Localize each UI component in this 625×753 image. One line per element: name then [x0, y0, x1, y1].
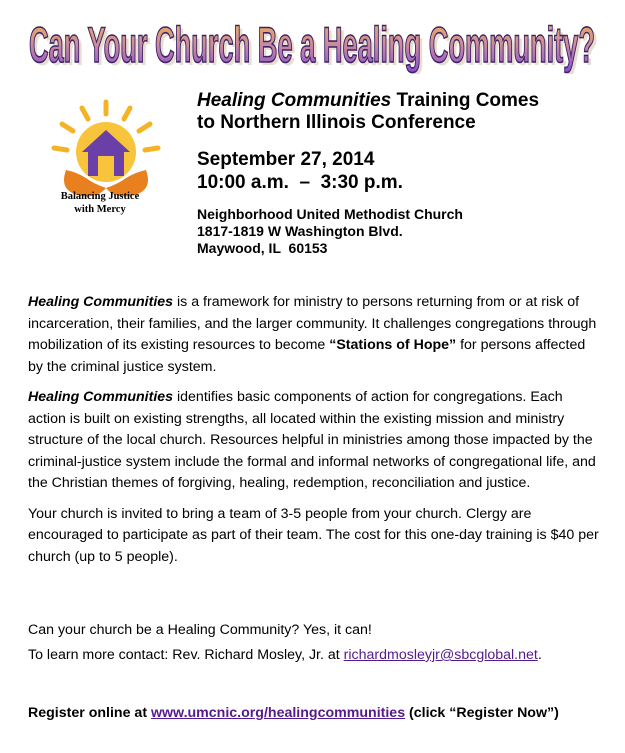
logo-caption-line: Balancing Justice — [60, 191, 140, 202]
venue-block — [197, 206, 597, 257]
event-date: September 27, 2014 — [197, 149, 375, 170]
title-shadow: Can Your Church Be a Healing Community? — [32, 20, 598, 74]
headline-line — [197, 90, 597, 112]
closing-line: Can your church be a Healing Community? Yes, it can! — [28, 622, 372, 638]
logo-caption — [30, 190, 170, 216]
closing — [28, 620, 608, 670]
emphasis: Healing Communities — [28, 389, 174, 405]
stations-of-hope: “Stations of Hope” — [329, 337, 457, 353]
headline — [197, 90, 597, 134]
paragraph-text: identifies basic components of action for congregations. Each action is built on existing strengths, all located within the existing mission and ministry structure of the local church. Resources helpful in ministries among those impacted by the criminal-justice system include the formal and informal networks of congregational life, and the Christian themes of forgiving, healing, redemption, reconciliation and justice. — [28, 389, 596, 491]
event-time: 10:00 a.m. – 3:30 p.m. — [197, 172, 403, 193]
paragraph — [28, 387, 603, 495]
title-text: Can Your Church Be a Healing Community? — [29, 17, 595, 73]
venue-name: Neighborhood United Methodist Church — [197, 206, 463, 222]
venue-city: Maywood, IL 60153 — [197, 240, 328, 256]
contact-email-link[interactable]: richardmosleyjr@sbcglobal.net — [343, 647, 538, 663]
paragraph-text: for persons affected by the criminal justice system. — [28, 337, 586, 375]
page-title — [0, 14, 625, 74]
title-wordart — [0, 14, 625, 74]
register-suffix: (click “Register Now”) — [405, 705, 559, 721]
contact-prefix: To learn more contact: Rev. Richard Mosley, Jr. at — [28, 647, 344, 663]
paragraph — [28, 292, 603, 378]
emphasis: Healing Communities — [28, 294, 174, 310]
paragraph-text: is a framework for ministry to persons returning from or at risk of incarceration, their families, and the larger community. It challenges congregations through mobilization of its existing resources to become — [28, 294, 597, 353]
register-url-link[interactable]: www.umcnic.org/healingcommunities — [150, 705, 406, 721]
register-line — [28, 703, 618, 723]
venue-address: 1817-1819 W Washington Blvd. — [197, 223, 403, 239]
body-text — [28, 292, 603, 577]
logo-caption-line: with Mercy — [74, 204, 126, 215]
register-prefix: Register online at — [28, 705, 151, 721]
event-datetime — [197, 148, 597, 194]
paragraph: Your church is invited to bring a team of 3-5 people from your church. Clergy are encouraged to participate as part of their team. The cost for this one-day training is $40 per church (up to 5 people). — [28, 505, 599, 565]
contact-line — [28, 645, 608, 666]
headline-line: to Northern Illinois Conference — [197, 112, 476, 133]
headline-emphasis: Healing Communities — [197, 90, 392, 111]
headline-rest: Training Comes — [391, 90, 540, 111]
contact-suffix: . — [537, 647, 542, 663]
